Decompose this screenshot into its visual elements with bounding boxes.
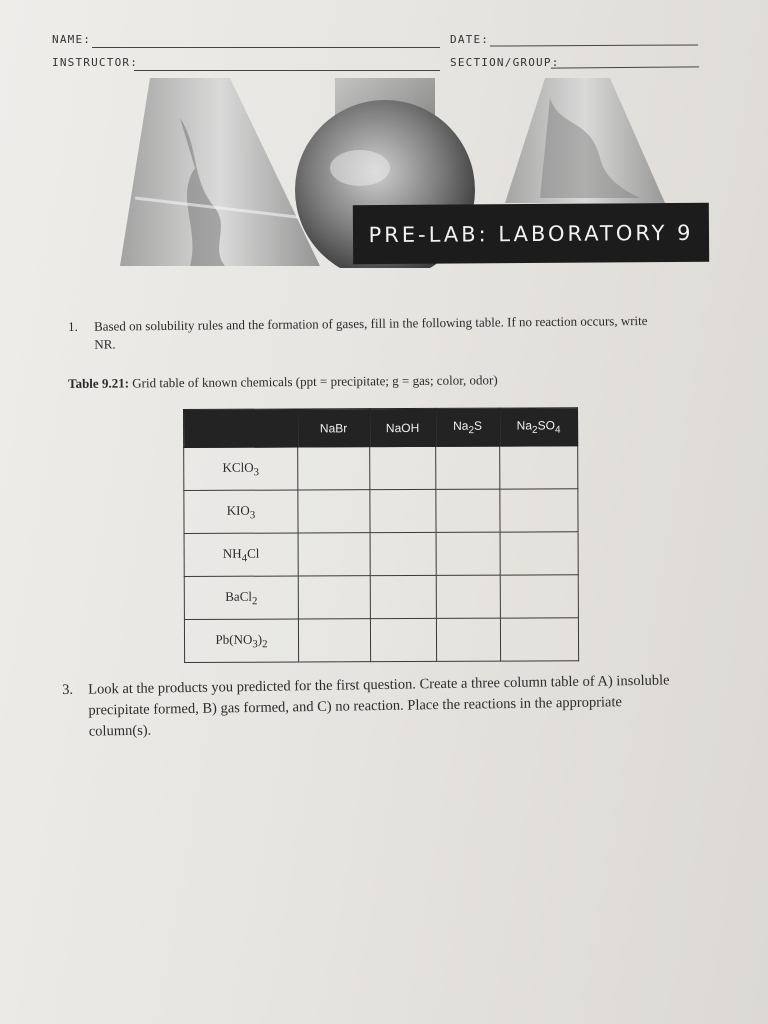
answer-cell[interactable] — [370, 489, 436, 532]
row-header: $KIO_3$ — [184, 490, 298, 533]
row-header: $Pb(NO_3)_2$ — [184, 619, 298, 662]
question-1-number: 1. — [68, 318, 78, 334]
answer-cell[interactable] — [500, 532, 578, 575]
erlenmeyer-flask-right — [505, 78, 665, 203]
instructor-label: INSTRUCTOR: — [52, 56, 139, 69]
answer-cell[interactable] — [500, 446, 578, 489]
question-3-number: 3. — [62, 681, 74, 698]
column-header: $Na_2SO_4$ — [499, 408, 577, 446]
column-header: NaOH — [370, 408, 436, 446]
name-field-line[interactable] — [92, 47, 440, 48]
table-caption-label: Table 9.21: — [68, 375, 130, 391]
section-group-field-line[interactable] — [551, 66, 699, 68]
answer-cell[interactable] — [500, 618, 578, 661]
question-3-text: Look at the products you predicted for the first question. Create a three column table of A) insoluble precipitate formed, B) gas formed, and C) no reaction. Place the reactions in the appropriate column(s). — [88, 672, 670, 740]
name-label: NAME: — [52, 33, 92, 46]
answer-cell[interactable] — [298, 447, 370, 490]
answer-cell[interactable] — [370, 532, 436, 575]
table-row — [184, 532, 578, 577]
answer-cell[interactable] — [436, 446, 500, 489]
date-field-line[interactable] — [490, 44, 698, 46]
column-header: $Na_2S$ — [435, 408, 499, 446]
question-3 — [62, 670, 673, 743]
table-row — [184, 618, 578, 663]
banner-title: PRE-LAB: LABORATORY 9 — [368, 220, 694, 247]
row-header: BaCl$_2$ — [184, 576, 298, 619]
solubility-grid-table — [183, 407, 579, 663]
answer-cell[interactable] — [370, 575, 436, 618]
answer-cell[interactable] — [298, 533, 370, 576]
row-header: KClO$_3$ — [184, 447, 298, 490]
table-caption-text: Grid table of known chemicals (ppt = precipitate; g = gas; color, odor) — [128, 372, 498, 391]
table-caption — [68, 372, 498, 392]
answer-cell[interactable] — [436, 489, 500, 532]
answer-cell[interactable] — [298, 576, 370, 619]
table-row — [184, 489, 578, 534]
answer-cell[interactable] — [500, 489, 578, 532]
answer-cell[interactable] — [436, 575, 500, 618]
lab-title-banner — [353, 203, 709, 264]
answer-cell[interactable] — [436, 532, 500, 575]
table-row — [184, 446, 578, 491]
question-1-text: Based on solubility rules and the formation of gases, fill in the following table. If no reaction occurs, write NR. — [94, 312, 648, 352]
answer-cell[interactable] — [298, 490, 370, 533]
erlenmeyer-flask-left — [120, 78, 320, 266]
answer-cell[interactable] — [500, 575, 578, 618]
table-header-row — [184, 408, 578, 448]
answer-cell[interactable] — [370, 446, 436, 489]
answer-cell[interactable] — [436, 618, 500, 661]
answer-cell[interactable] — [298, 619, 370, 662]
table-row — [184, 575, 578, 620]
section-group-label: SECTION/GROUP: — [450, 56, 560, 69]
table-corner-cell — [184, 409, 298, 447]
instructor-field-line[interactable] — [134, 70, 440, 71]
column-header: NaBr — [298, 409, 370, 447]
row-header: $NH_4Cl$ — [184, 533, 298, 576]
date-label: DATE: — [450, 33, 490, 46]
question-1 — [68, 312, 658, 354]
answer-cell[interactable] — [370, 618, 436, 661]
